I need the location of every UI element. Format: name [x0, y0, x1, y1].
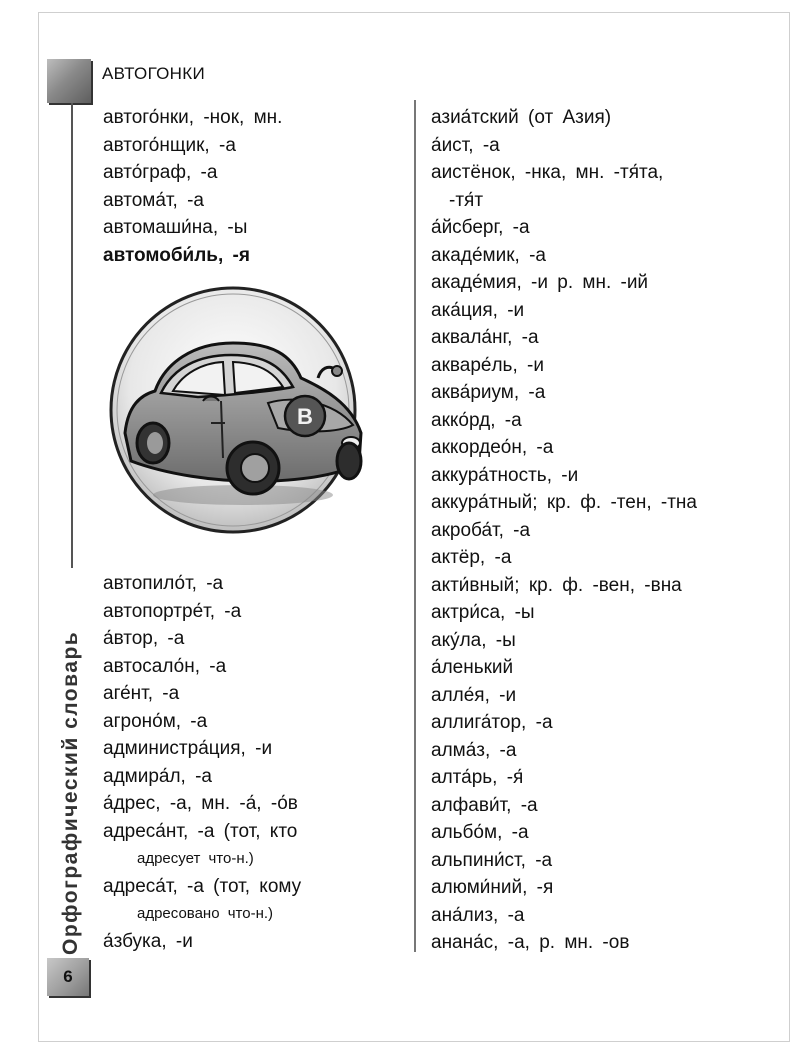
dictionary-entry: ака́ция, -и	[431, 299, 525, 321]
dictionary-entry: а́втор, -а	[103, 628, 185, 649]
side-label: Орфографический словарь	[59, 630, 82, 955]
dictionary-entry: ана́лиз, -а	[431, 904, 525, 926]
dictionary-entry: автома́т, -а	[103, 189, 204, 211]
dictionary-entry: акаде́мик, -а	[431, 244, 546, 266]
section-marker-square	[47, 59, 91, 103]
dictionary-entry: анана́с, -а, р. мн. -ов	[431, 932, 630, 953]
dictionary-entry: аквала́нг, -а	[431, 327, 539, 348]
dictionary-entry: актри́са, -ы	[431, 602, 535, 623]
dictionary-entry: автопортре́т, -а	[103, 600, 242, 622]
dictionary-entry: аку́ла, -ы	[431, 629, 516, 651]
right-column	[431, 104, 697, 957]
dictionary-entry: акваре́ль, -и	[431, 354, 544, 376]
dictionary-entry: аллига́тор, -а	[431, 712, 553, 733]
dictionary-entry: аква́риум, -а	[431, 382, 546, 403]
dictionary-entry: азиа́тский (от Азия)	[431, 107, 612, 128]
dictionary-entry: адреса́т, -а (тот, кому	[103, 875, 302, 897]
dictionary-entry: алта́рь, -я́	[431, 767, 524, 788]
dictionary-entry: авто́граф, -а	[103, 162, 218, 183]
dictionary-entry: автосало́н, -а	[103, 655, 227, 677]
car-icon	[103, 283, 363, 538]
car-illustration	[103, 283, 363, 538]
dictionary-entry-continuation: адресовано что-н.)	[137, 905, 274, 922]
dictionary-entry: администра́ция, -и	[103, 738, 273, 759]
dictionary-entry: аккура́тность, -и	[431, 464, 579, 486]
badge-letter: В	[297, 404, 313, 429]
left-column-top	[103, 104, 282, 269]
dictionary-entry: альбо́м, -а	[431, 822, 529, 843]
column-divider	[414, 100, 416, 952]
dictionary-entry: акко́рд, -а	[431, 409, 522, 431]
dictionary-entry: автого́нки, -нок, мн.	[103, 107, 283, 128]
dictionary-entry-continuation: -тя́т	[449, 189, 484, 211]
dictionary-entry: а́йсберг, -а	[431, 217, 530, 238]
dictionary-entry: аистёнок, -нка, мн. -тя́та,	[431, 162, 664, 183]
dictionary-entry: автого́нщик, -а	[103, 134, 236, 156]
dictionary-entry-highlighted: автомоби́ль, -я	[103, 244, 250, 266]
dictionary-entry: а́ист, -а	[431, 134, 500, 156]
dictionary-entry: акаде́мия, -и р. мн. -ий	[431, 272, 649, 293]
side-rule	[71, 103, 73, 568]
dictionary-entry: алма́з, -а	[431, 739, 517, 761]
dictionary-entry-continuation: адресует что-н.)	[137, 850, 254, 867]
dictionary-entry: адреса́нт, -а (тот, кто	[103, 820, 298, 842]
dictionary-entry: акроба́т, -а	[431, 519, 531, 541]
page-number: 6	[63, 967, 73, 986]
dictionary-entry: алле́я, -и	[431, 684, 517, 706]
dictionary-entry: акти́вный; кр. ф. -вен, -вна	[431, 574, 682, 596]
dictionary-entry: актёр, -а	[431, 547, 512, 568]
dictionary-entry: агроно́м, -а	[103, 710, 208, 732]
dictionary-entry: автомаши́на, -ы	[103, 217, 248, 238]
dictionary-entry: альпини́ст, -а	[431, 849, 553, 871]
dictionary-entry: алюми́ний, -я	[431, 877, 554, 898]
dictionary-entry: а́збука, -и	[103, 930, 193, 952]
section-title: АВТОГОНКИ	[102, 64, 205, 83]
dictionary-entry: аккордео́н, -а	[431, 437, 554, 458]
dictionary-entry: аге́нт, -а	[103, 683, 180, 704]
dictionary-entry: аккура́тный; кр. ф. -тен, -тна	[431, 492, 697, 513]
dictionary-entry: адмира́л, -а	[103, 765, 213, 787]
dictionary-entry: а́ленький	[431, 657, 514, 678]
dictionary-entry: автопило́т, -а	[103, 573, 224, 594]
dictionary-entry: а́дрес, -а, мн. -а́, -о́в	[103, 793, 298, 814]
left-column-bottom	[103, 570, 301, 955]
dictionary-entry: алфави́т, -а	[431, 794, 538, 816]
